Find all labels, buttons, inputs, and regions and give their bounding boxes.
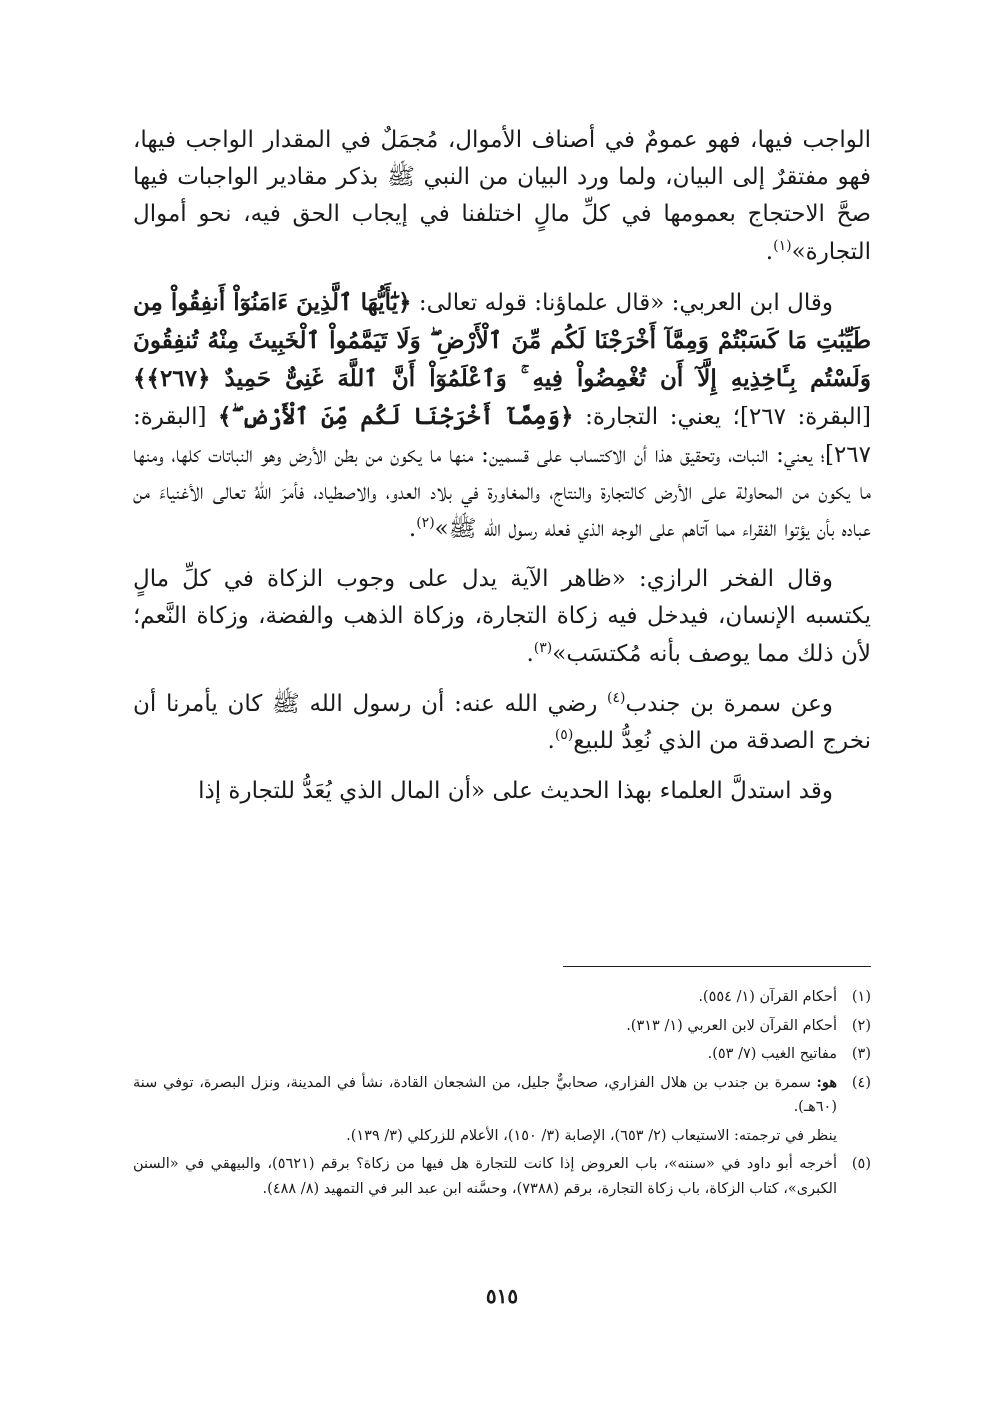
paragraph-4-lead: وعن سمرة بن جندب xyxy=(625,690,834,717)
paragraph-3 xyxy=(133,561,871,673)
page-number: ٥١٥ xyxy=(485,1284,519,1308)
footnote-ref-3[interactable]: (٣) xyxy=(533,639,553,656)
footnote-ref-1[interactable]: (١) xyxy=(773,237,792,254)
footnote-1 xyxy=(133,985,871,1010)
paragraph-4-end: . xyxy=(547,728,555,755)
footnote-1-text: أحكام القرآن (١/ ٥٥٤). xyxy=(698,989,837,1005)
footnote-4-text: سمرة بن جندب بن هلال الفزاري، صحابيٌّ جليل، من الشجعان القادة، نشأ في المدينة، ونزل البصرة، توفي سنة (٦٠هـ). xyxy=(133,1074,837,1115)
paragraph-2 xyxy=(133,284,871,548)
paragraph-5 xyxy=(133,773,871,810)
paragraph-1-end: . xyxy=(765,238,774,265)
footnote-separator xyxy=(563,966,871,967)
paragraph-5-text: وقد استدلَّ العلماء بهذا الحديث على «أن المال الذي يُعَدُّ للتجارة إذا xyxy=(198,778,833,805)
footnote-4-continuation: ينظر في ترجمته: الاستيعاب (٢/ ٦٥٣)، الإصابة (٣/ ١٥٠)، الأعلام للزركلي (٣/ ١٣٩). xyxy=(346,1127,837,1144)
footnote-5-number: (٥) xyxy=(851,1156,871,1172)
footnote-1-number: (١) xyxy=(851,989,871,1005)
footnote-3-number: (٣) xyxy=(851,1046,871,1062)
footnote-ref-2[interactable]: (٢) xyxy=(416,515,435,532)
footnote-2-number: (٢) xyxy=(851,1017,871,1034)
footnote-5 xyxy=(133,1152,871,1201)
paragraph-2-citation: [البقرة: ٢٦٧]؛ يعني: التجارة: xyxy=(573,404,871,431)
paragraph-1-text: الواجب فيها، فهو عمومٌ في أصناف الأموال، مُجمَلٌ في المقدار الواجب فيها، فهو مفتقرٌ إلى البيان، ولما ورد البيان من النبي ﷺ بذكر مقادير الواجبات فيها صحَّ الاحتجاج بعمومها في كلِّ مالٍ اختلفنا في إيجاب الحق فيه، نحو أموال التجارة» xyxy=(133,127,871,265)
footnote-3 xyxy=(133,1042,871,1067)
footnote-2-text: أحكام القرآن لابن العربي (١/ ٣١٣). xyxy=(626,1017,837,1034)
footnote-4-number: (٤) xyxy=(851,1074,871,1091)
paragraph-2-end: . xyxy=(408,516,417,543)
paragraph-4 xyxy=(133,686,871,760)
paragraph-2-rest: [البقرة: ٢٦٧]؛ يعني: النبات، وتحقيق هذا أن الاكتساب على قسمين: منها ما يكون من بطن الأرض وهو النباتات كلها، ومنها ما يكون من المحاولة على الأرض كالتجارة والنتاج، والمغاورة في بلاد العدو، والاصطياد، فأمرَ اللهُ تعالى الأغنياءَ من عباده بأن يؤتوا الفقراء مما آتاهم على الوجه الذي فعله رسول الله ﷺ» xyxy=(133,404,871,543)
paragraph-3-end: . xyxy=(526,640,534,667)
footnote-5-text: أخرجه أبو داود في «سننه»، باب العروض إذا كانت للتجارة هل فيها من زكاة؟ برقم (٥٦٢١)، والبيهقي في «السنن الكبرى»، كتاب الزكاة، باب زكاة التجارة، برقم (٧٣٨٨)، وحسَّنه ابن عبد البر في التمهيد (٨/ ٤٨٨). xyxy=(133,1156,838,1197)
paragraph-2-lead: وقال ابن العربي: «قال علماؤنا: قوله تعالى: xyxy=(411,289,833,316)
paragraph-3-text: وقال الفخر الرازي: «ظاهر الآية يدل على وجوب الزكاة في كلِّ مالٍ يكتسبه الإنسان، فيدخل فيه زكاة التجارة، وزكاة الذهب والفضة، وزكاة النَّعم؛ لأن ذلك مما يوصف بأنه مُكتسَب» xyxy=(133,566,871,667)
paragraph-4-mid: رضي الله عنه: أن رسول الله ﷺ كان يأمرنا أن نخرج الصدقة من الذي نُعِدُّ للبيع xyxy=(133,690,871,755)
footnote-2 xyxy=(133,1014,871,1039)
quran-verse-2: ﴿وَمِمَّآ أَخْرَجْنَا لَكُم مِّنَ ٱلْأَرْضِ ۖ﴾ xyxy=(218,403,574,431)
footnote-3-text: مفاتيح الغيب (٧/ ٥٣). xyxy=(707,1046,837,1062)
footnote-ref-5[interactable]: (٥) xyxy=(554,727,574,744)
footnote-4 xyxy=(133,1071,871,1120)
footnotes xyxy=(133,985,871,1205)
footnote-ref-4[interactable]: (٤) xyxy=(607,689,626,706)
footnote-4-label: هو: xyxy=(816,1073,837,1091)
quran-verse-1: ﴿يَٰٓأَيُّهَا ٱلَّذِينَ ءَامَنُوٓاْ أَنفِقُواْ مِن طَيِّبَٰتِ مَا كَسَبْتُمْ وَمِمَّآ أَخْرَجْنَا لَكُم مِّنَ ٱلْأَرْضِ ۖ وَلَا تَيَمَّمُواْ ٱلْخَبِيثَ مِنْهُ تُنفِقُونَ وَلَسْتُم بِـَٔاخِذِيهِ إِلَّآ أَن تُغْمِضُواْ فِيهِ ۚ وَٱعْلَمُوٓاْ أَنَّ ٱللَّهَ غَنِىٌّ حَمِيدٌ ﴿٢٦٧﴾﴾ xyxy=(133,288,871,393)
paragraph-1 xyxy=(133,122,871,271)
main-text xyxy=(133,122,871,823)
footnote-4-body xyxy=(133,1071,837,1120)
